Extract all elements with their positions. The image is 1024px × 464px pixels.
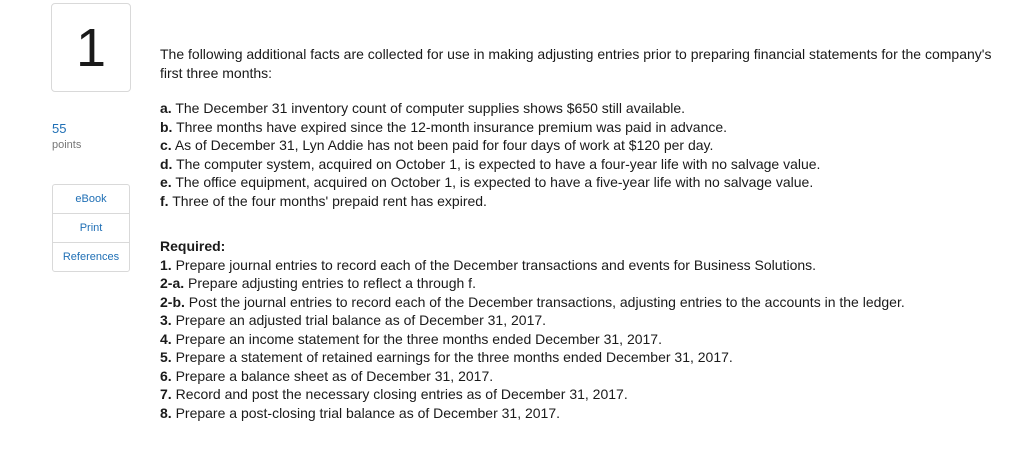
fact-text: The computer system, acquired on October 1, is expected to have a four-year life with no salvage value. bbox=[176, 155, 821, 172]
fact-label: c. bbox=[160, 137, 172, 153]
required-item bbox=[160, 367, 1010, 386]
required-item bbox=[160, 330, 1010, 349]
required-heading: Required: bbox=[160, 238, 226, 254]
fact-item bbox=[160, 118, 1010, 137]
required-item bbox=[160, 274, 1010, 293]
fact-item bbox=[160, 99, 1010, 118]
references-link[interactable]: References bbox=[62, 251, 120, 263]
print-link[interactable]: Print bbox=[53, 214, 129, 243]
points-value: 55 bbox=[52, 121, 67, 136]
required-text: Prepare journal entries to record each of the December transactions and events for Business Solutions. bbox=[175, 256, 817, 273]
required-text: Prepare a statement of retained earnings for the three months ended December 31, 2017. bbox=[175, 349, 733, 365]
required-label: 3. bbox=[160, 312, 172, 328]
required-text: Record and post the necessary closing entries as of December 31, 2017. bbox=[175, 386, 628, 402]
required-label: 8. bbox=[160, 404, 172, 421]
points-label: points bbox=[52, 139, 82, 151]
fact-item bbox=[160, 192, 1010, 211]
fact-label: e. bbox=[160, 174, 172, 190]
required-label: 2-b. bbox=[160, 293, 185, 310]
required-item bbox=[160, 348, 1010, 367]
required-text: Prepare adjusting entries to reflect a through f. bbox=[188, 275, 476, 291]
required-label: 4. bbox=[160, 330, 172, 347]
intro-text: The following additional facts are collected for use in making adjusting entries prior to preparing financial statements for the company's first three months: bbox=[160, 46, 992, 81]
fact-label: b. bbox=[160, 118, 173, 135]
required-label: 6. bbox=[160, 367, 172, 384]
facts-list bbox=[160, 99, 1010, 210]
required-item bbox=[160, 293, 1010, 312]
question-number: 1 bbox=[51, 3, 131, 92]
required-list bbox=[160, 256, 1010, 423]
fact-item bbox=[160, 155, 1010, 174]
required-text: Prepare an income statement for the three months ended December 31, 2017. bbox=[175, 330, 662, 347]
resource-links bbox=[52, 184, 130, 272]
fact-item bbox=[160, 136, 1010, 155]
required-label: 1. bbox=[160, 256, 172, 273]
fact-label: a. bbox=[160, 100, 172, 116]
ebook-link[interactable]: eBook bbox=[53, 185, 129, 214]
required-label: 5. bbox=[160, 349, 172, 365]
fact-item bbox=[160, 173, 1010, 192]
required-label: 2-a. bbox=[160, 275, 185, 291]
fact-text: Three months have expired since the 12-month insurance premium was paid in advance. bbox=[176, 118, 728, 135]
fact-text: Three of the four months' prepaid rent has expired. bbox=[172, 192, 487, 209]
required-text: Prepare a balance sheet as of December 31, 2017. bbox=[175, 367, 494, 384]
required-item bbox=[160, 404, 1010, 423]
required-item bbox=[160, 256, 1010, 275]
required-text: Post the journal entries to record each of the December transactions, adjusting entries to the accounts in the ledger. bbox=[188, 293, 905, 310]
fact-label: d. bbox=[160, 155, 173, 172]
question-content bbox=[160, 45, 1010, 422]
required-label: 7. bbox=[160, 386, 172, 402]
fact-text: As of December 31, Lyn Addie has not been paid for four days of work at $120 per day. bbox=[174, 137, 714, 153]
required-item bbox=[160, 311, 1010, 330]
required-text: Prepare a post-closing trial balance as of December 31, 2017. bbox=[175, 404, 561, 421]
fact-text: The office equipment, acquired on October 1, is expected to have a five-year life with no salvage value. bbox=[175, 174, 814, 190]
fact-label: f. bbox=[160, 192, 169, 209]
fact-text: The December 31 inventory count of computer supplies shows $650 still available. bbox=[175, 100, 686, 116]
required-text: Prepare an adjusted trial balance as of December 31, 2017. bbox=[175, 312, 547, 328]
required-item bbox=[160, 385, 1010, 404]
